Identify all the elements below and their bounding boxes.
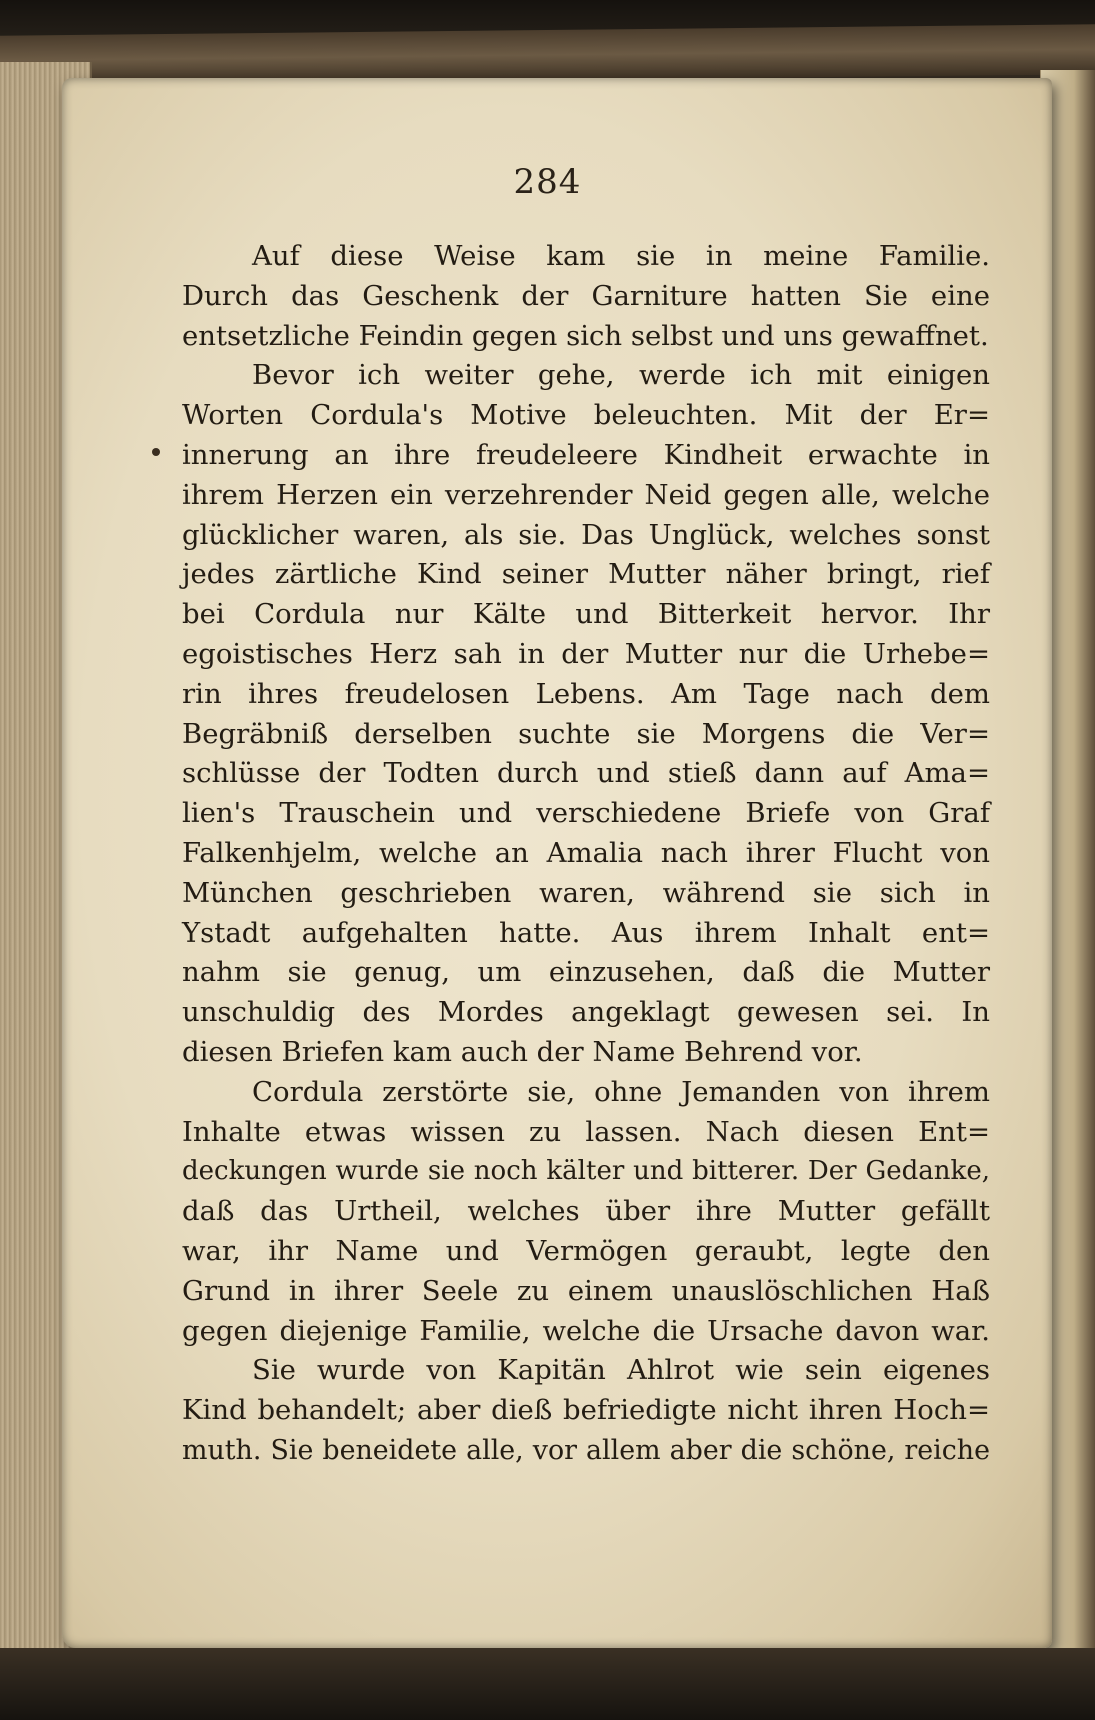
text-line: ihrem Herzen ein verzehrender Neid gegen alle, welche	[182, 478, 990, 511]
text-line: war, ihr Name und Vermögen geraubt, legte den	[182, 1234, 990, 1267]
text-line: glücklicher waren, als sie. Das Unglück, welches sonst	[182, 518, 990, 551]
text-line: Auf diese Weise kam sie in meine Familie.	[252, 240, 990, 272]
text-line: diesen Briefen kam auch der Name Behrend vor.	[182, 1035, 863, 1068]
text-line: Falkenhjelm, welche an Amalia nach ihrer Flucht von	[182, 836, 990, 869]
text-line: Ystadt aufgehalten hatte. Aus ihrem Inhalt ent=	[182, 916, 990, 949]
text-line: Bevor ich weiter gehe, werde ich mit einigen	[252, 359, 990, 392]
text-line: Inhalte etwas wissen zu lassen. Nach diesen Ent=	[182, 1115, 990, 1148]
text-line: gegen diejenige Familie, welche die Ursache davon war.	[182, 1314, 990, 1347]
text-line: egoistisches Herz sah in der Mutter nur die Urhebe=	[182, 637, 990, 670]
text-line: deckungen wurde sie noch kälter und bitterer. Der Gedanke,	[182, 1156, 990, 1187]
ink-spot	[152, 448, 160, 456]
text-line: entsetzliche Feindin gegen sich selbst und uns gewaffnet.	[182, 319, 989, 352]
text-line: unschuldig des Mordes angeklagt gewesen sei. In	[182, 996, 990, 1029]
text-line: Sie wurde von Kapitän Ahlrot wie sein eigenes	[252, 1354, 990, 1387]
text-line: jedes zärtliche Kind seiner Mutter näher bringt, rief	[182, 558, 990, 591]
page-number: 284	[513, 162, 582, 202]
text-line: Worten Cordula's Motive beleuchten. Mit der Er=	[182, 399, 990, 432]
text-line: muth. Sie beneidete alle, vor allem aber die schöne, reiche	[182, 1434, 990, 1466]
text-line: schlüsse der Todten durch und stieß dann auf Ama=	[182, 757, 990, 790]
text-line: innerung an ihre freudeleere Kindheit erwachte in	[182, 438, 990, 471]
text-line: nahm sie genug, um einzusehen, daß die Mutter	[182, 956, 990, 989]
text-line: Cordula zerstörte sie, ohne Jemanden von ihrem	[252, 1075, 990, 1108]
text-line: Durch das Geschenk der Garniture hatten Sie eine	[182, 279, 990, 312]
text-line: Begräbniß derselben suchte sie Morgens die Ver=	[182, 717, 990, 750]
text-line: bei Cordula nur Kälte und Bitterkeit hervor. Ihr	[182, 598, 990, 631]
bottom-shadow	[0, 1648, 1095, 1720]
text-line: Kind behandelt; aber dieß befriedigte nicht ihren Hoch=	[182, 1394, 990, 1427]
text-line: München geschrieben waren, während sie sich in	[182, 876, 990, 909]
text-line: daß das Urtheil, welches über ihre Mutter gefällt	[182, 1195, 990, 1228]
text-line: lien's Trauschein und verschiedene Briefe von Graf	[182, 797, 990, 830]
page-text	[182, 237, 990, 1471]
text-line: Grund in ihrer Seele zu einem unauslöschlichen Haß	[182, 1274, 990, 1307]
text-line: rin ihres freudelosen Lebens. Am Tage nach dem	[182, 677, 990, 710]
